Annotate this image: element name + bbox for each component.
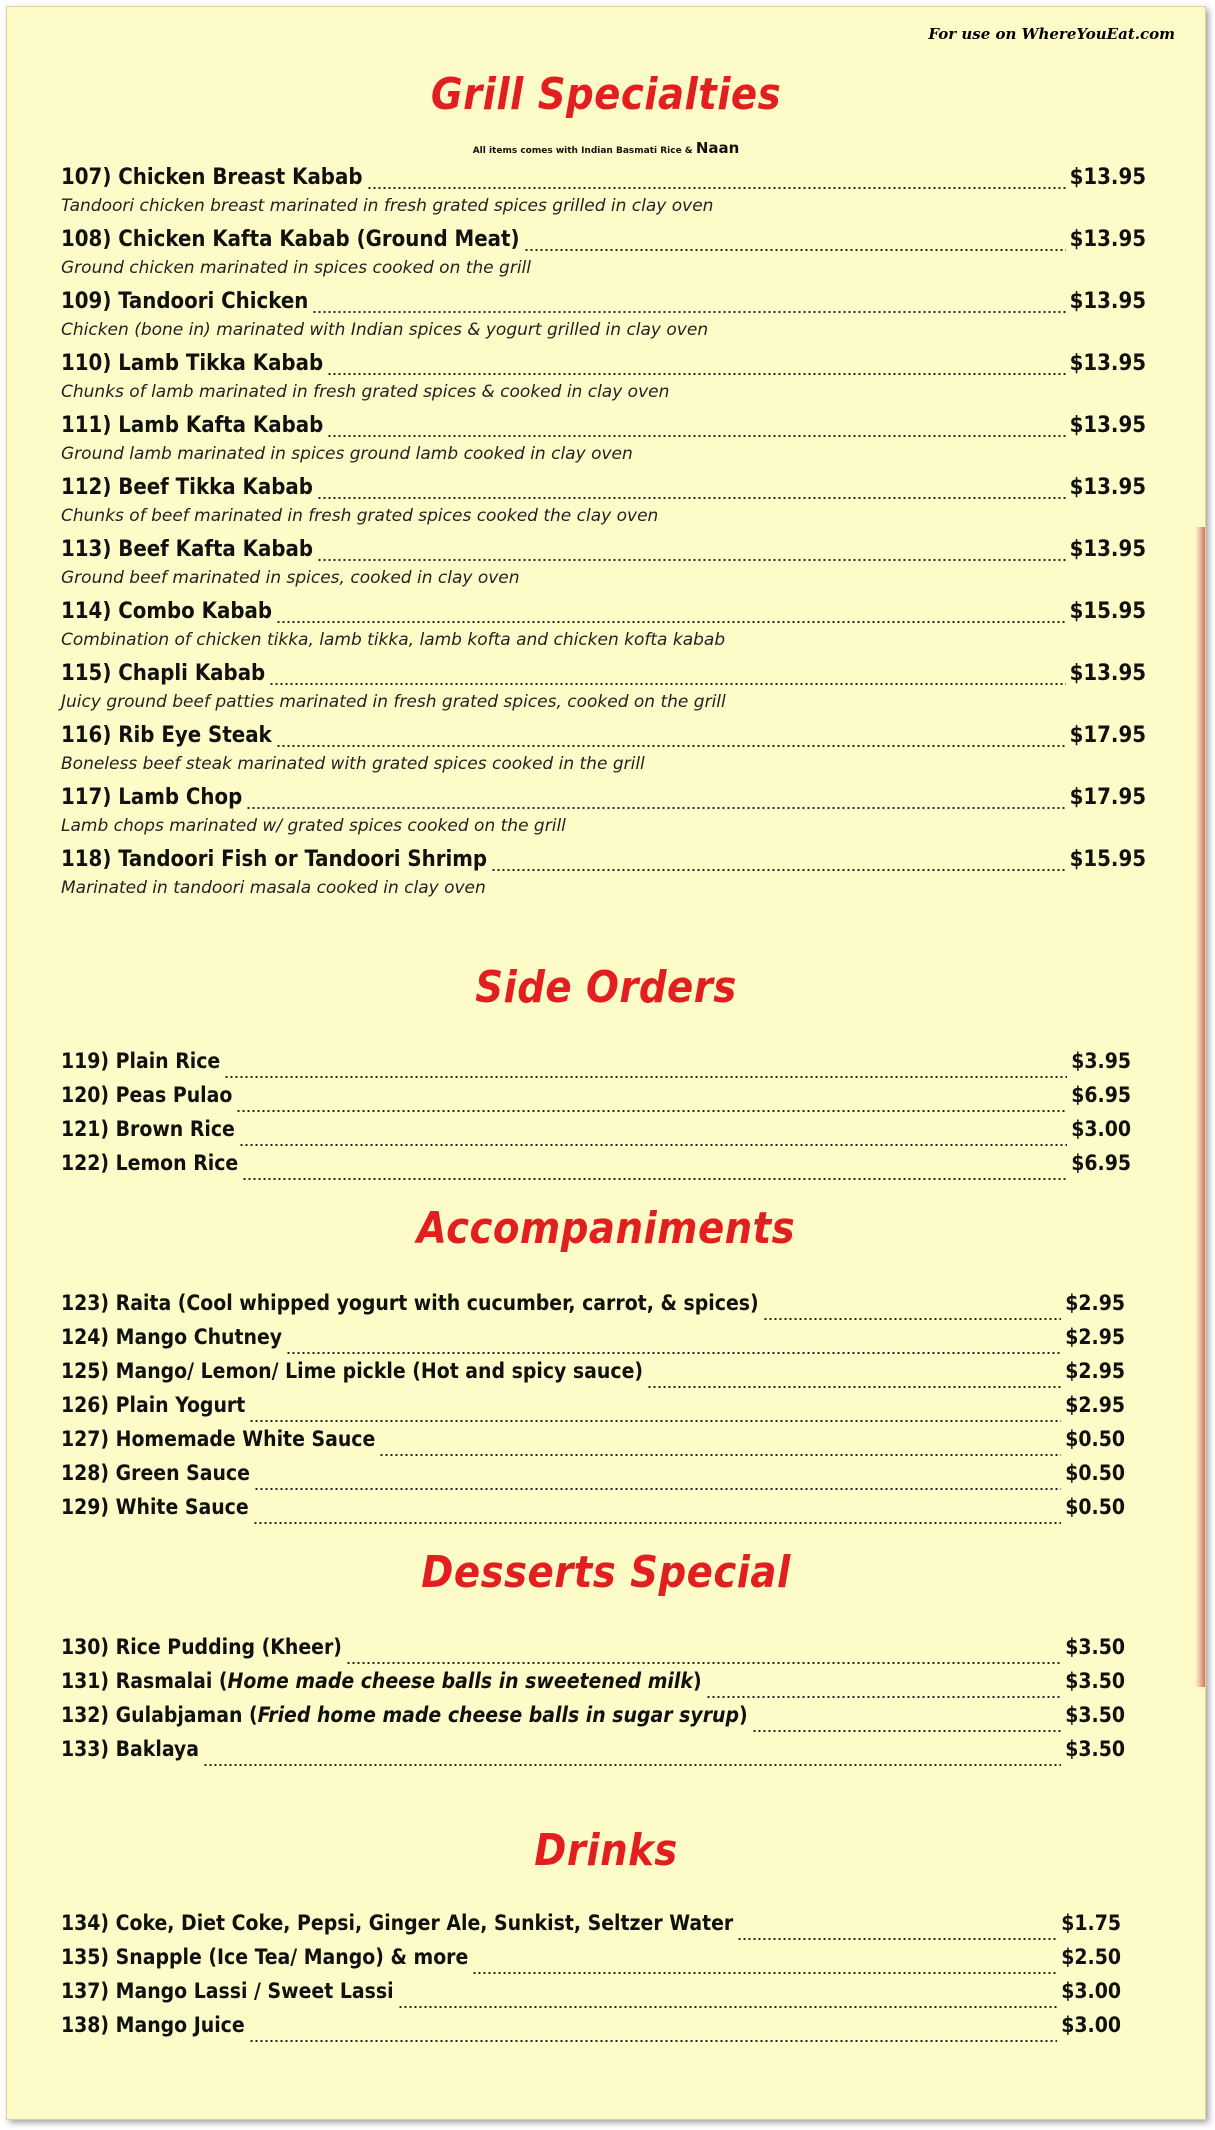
dot-leader [254, 1461, 1061, 1495]
grill-subtitle [7, 139, 1205, 157]
menu-item-description: Tandoori chicken breast marinated in fresh grated spices grilled in clay oven [61, 196, 714, 216]
menu-item-price: $6.95 [1071, 1083, 1131, 1107]
menu-item-name-text: 130) Rice Pudding (Kheer) [61, 1635, 342, 1659]
dot-leader [346, 1635, 1061, 1669]
menu-item-row [61, 847, 1146, 876]
dot-leader [317, 537, 1066, 566]
menu-item-name-text: 107) Chicken Breast Kabab [61, 165, 363, 190]
menu-item-name-close: ) [739, 1703, 748, 1727]
menu-item-name [61, 1083, 232, 1107]
menu-item-price: $13.95 [1069, 289, 1146, 314]
menu-item-row [61, 1325, 1125, 1359]
menu-item-name-close: ) [692, 1669, 702, 1693]
dot-leader [269, 661, 1065, 690]
dot-leader [276, 599, 1066, 628]
menu-item-row [61, 1151, 1131, 1185]
dot-leader [242, 1151, 1067, 1185]
grill-subtitle-small: All items comes with Indian Basmati Rice & [472, 146, 693, 156]
menu-item-description: Chunks of beef marinated in fresh grated spices cooked the clay oven [61, 506, 659, 526]
menu-item-name-text: 138) Mango Juice [61, 2013, 245, 2037]
menu-item-price: $3.00 [1061, 1979, 1121, 2003]
menu-item-price: $2.95 [1065, 1359, 1125, 1383]
menu-item-name [61, 537, 313, 562]
menu-item-description: Ground beef marinated in spices, cooked in clay oven [61, 568, 520, 588]
menu-item-name [61, 1737, 199, 1761]
menu-item-name-text: 111) Lamb Kafta Kabab [61, 413, 324, 438]
menu-item-row [61, 1083, 1131, 1117]
menu-item-price: $13.95 [1069, 413, 1146, 438]
menu-item-name [61, 1495, 249, 1519]
menu-item-row [61, 1945, 1121, 1979]
menu-item-price: $13.95 [1069, 661, 1146, 686]
menu-item-name [61, 1291, 759, 1315]
menu-item-row [61, 1669, 1125, 1703]
dot-leader [524, 227, 1066, 256]
menu-item-name-text: 108) Chicken Kafta Kabab (Ground Meat) [61, 227, 520, 252]
menu-item-row [61, 1703, 1125, 1737]
menu-item-description: Ground chicken marinated in spices cooked on the grill [61, 258, 531, 278]
dot-leader [647, 1359, 1061, 1393]
menu-item-name-text: 112) Beef Tikka Kabab [61, 475, 313, 500]
menu-item-name [61, 413, 323, 438]
menu-item-name [61, 599, 272, 624]
desserts-section-title: Desserts Special [421, 1547, 791, 1598]
menu-item-name [61, 227, 520, 252]
dot-leader [239, 1117, 1067, 1151]
drinks-menu-list [61, 1911, 1121, 2047]
menu-item-price: $0.50 [1065, 1495, 1125, 1519]
dot-leader [752, 1703, 1062, 1737]
menu-item-name [61, 351, 323, 376]
menu-item-price: $3.00 [1071, 1117, 1131, 1141]
grill-subtitle-big: Naan [695, 139, 740, 157]
dot-leader [203, 1737, 1061, 1771]
menu-item-name-text: 119) Plain Rice [61, 1049, 221, 1073]
menu-item-price: $0.50 [1065, 1461, 1125, 1485]
menu-item-price: $2.95 [1065, 1291, 1125, 1315]
dot-leader [286, 1325, 1061, 1359]
menu-item-name [61, 661, 265, 686]
menu-item-name-text: 132) Gulabjaman ( [61, 1703, 258, 1727]
menu-item-row [61, 1911, 1121, 1945]
watermark-text: For use on WhereYouEat.com [928, 25, 1175, 43]
menu-item-price: $1.75 [1061, 1911, 1121, 1935]
menu-item-row [61, 165, 1146, 194]
menu-item-name [61, 1461, 250, 1485]
menu-item-name-text: 135) Snapple (Ice Tea/ Mango) & more [61, 1945, 469, 1969]
accompaniments-section-title: Accompaniments [416, 1203, 796, 1254]
menu-item-name [61, 1359, 643, 1383]
page-edge-decoration [1195, 527, 1205, 1687]
dot-leader [276, 723, 1066, 752]
dot-leader [763, 1291, 1062, 1325]
dot-leader [327, 351, 1066, 380]
menu-item-price: $2.50 [1061, 1945, 1121, 1969]
menu-item-price: $2.95 [1065, 1393, 1125, 1417]
menu-item-name-text: 109) Tandoori Chicken [61, 289, 309, 314]
menu-item-price: $13.95 [1069, 537, 1146, 562]
menu-item-name [61, 1325, 282, 1349]
menu-item-row [61, 1635, 1125, 1669]
menu-item-description: Lamb chops marinated w/ grated spices cooked on the grill [61, 816, 566, 836]
menu-item-name [61, 785, 242, 810]
menu-item-description: Juicy ground beef patties marinated in fresh grated spices, cooked on the grill [61, 692, 726, 712]
menu-item-row [61, 289, 1146, 318]
dot-leader [236, 1083, 1067, 1117]
menu-item-row [61, 1393, 1125, 1427]
menu-item-name-italic: Fried home made cheese balls in sugar syrup [257, 1703, 740, 1727]
menu-item-name [61, 723, 272, 748]
menu-item-row [61, 2013, 1121, 2047]
menu-item-name-text: 120) Peas Pulao [61, 1083, 233, 1107]
menu-item-row [61, 1117, 1131, 1151]
menu-item-name-text: 128) Green Sauce [61, 1461, 250, 1485]
menu-item-name-text: 126) Plain Yogurt [61, 1393, 246, 1417]
menu-item-description: Chicken (bone in) marinated with Indian spices & yogurt grilled in clay oven [61, 320, 709, 340]
menu-item-row [61, 785, 1146, 814]
dot-leader [317, 475, 1066, 504]
dot-leader [706, 1669, 1062, 1703]
dot-leader [472, 1945, 1057, 1979]
accompaniments-menu-list [61, 1291, 1125, 1529]
menu-item-row [61, 227, 1146, 256]
dot-leader [367, 165, 1066, 194]
menu-item-name [61, 1979, 394, 2003]
menu-item-row [61, 1359, 1125, 1393]
grill-section-title: Grill Specialties [430, 69, 782, 120]
menu-item-row [61, 1427, 1125, 1461]
dot-leader [379, 1427, 1061, 1461]
drinks-section-title: Drinks [534, 1825, 678, 1876]
menu-item-row [61, 1737, 1125, 1771]
menu-item-row [61, 661, 1146, 690]
menu-item-price: $15.95 [1069, 599, 1146, 624]
menu-item-name [61, 1669, 702, 1693]
menu-item-name-text: 125) Mango/ Lemon/ Lime pickle (Hot and spicy sauce) [61, 1359, 644, 1383]
menu-item-name [61, 1049, 220, 1073]
menu-item-row [61, 537, 1146, 566]
desserts-menu-list [61, 1635, 1125, 1771]
menu-item-name [61, 2013, 245, 2037]
menu-item-row [61, 475, 1146, 504]
menu-item-name-text: 123) Raita (Cool whipped yogurt with cucumber, carrot, & spices) [61, 1291, 759, 1315]
menu-item-price: $13.95 [1069, 227, 1146, 252]
menu-item-row [61, 723, 1146, 752]
menu-item-name [61, 847, 487, 872]
menu-item-name-text: 131) Rasmalai ( [61, 1669, 228, 1693]
menu-item-price: $3.50 [1065, 1669, 1125, 1693]
menu-item-name [61, 1117, 235, 1141]
menu-item-price: $3.50 [1065, 1703, 1125, 1727]
menu-item-price: $13.95 [1069, 351, 1146, 376]
menu-item-name [61, 1703, 748, 1727]
menu-item-name [61, 165, 363, 190]
menu-item-row [61, 1979, 1121, 2013]
menu-item-name [61, 1151, 238, 1175]
menu-item-price: $17.95 [1069, 785, 1146, 810]
menu-item-price: $3.00 [1061, 2013, 1121, 2037]
dot-leader [253, 1495, 1062, 1529]
menu-item-description: Marinated in tandoori masala cooked in clay oven [61, 878, 486, 898]
menu-item-row [61, 413, 1146, 442]
menu-item-name-text: 114) Combo Kabab [61, 599, 273, 624]
dot-leader [312, 289, 1065, 318]
menu-item-price: $3.50 [1065, 1635, 1125, 1659]
dot-leader [737, 1911, 1057, 1945]
dot-leader [327, 413, 1065, 442]
menu-item-row [61, 1461, 1125, 1495]
menu-item-name-text: 117) Lamb Chop [61, 785, 243, 810]
menu-item-name-text: 113) Beef Kafta Kabab [61, 537, 314, 562]
menu-item-row [61, 1495, 1125, 1529]
menu-item-name [61, 289, 308, 314]
menu-item-name-italic: Home made cheese balls in sweetened milk [227, 1669, 693, 1693]
menu-item-description: Ground lamb marinated in spices ground lamb cooked in clay oven [61, 444, 633, 464]
menu-item-name-text: 121) Brown Rice [61, 1117, 235, 1141]
menu-item-price: $6.95 [1071, 1151, 1131, 1175]
menu-item-price: $15.95 [1069, 847, 1146, 872]
menu-item-name-text: 127) Homemade White Sauce [61, 1427, 376, 1451]
menu-page [6, 6, 1206, 2120]
menu-item-name [61, 1945, 468, 1969]
menu-item-price: $17.95 [1069, 723, 1146, 748]
menu-item-price: $0.50 [1065, 1427, 1125, 1451]
menu-item-name-text: 134) Coke, Diet Coke, Pepsi, Ginger Ale, Sunkist, Seltzer Water [61, 1911, 734, 1935]
menu-item-name-text: 116) Rib Eye Steak [61, 723, 272, 748]
menu-item-description: Chunks of lamb marinated in fresh grated spices & cooked in clay oven [61, 382, 670, 402]
menu-item-price: $3.50 [1065, 1737, 1125, 1761]
menu-item-price: $3.95 [1071, 1049, 1131, 1073]
menu-item-description: Boneless beef steak marinated with grated spices cooked in the grill [61, 754, 645, 774]
sides-menu-list [61, 1049, 1131, 1185]
menu-item-price: $13.95 [1069, 475, 1146, 500]
menu-item-row [61, 599, 1146, 628]
dot-leader [249, 1393, 1061, 1427]
menu-item-row [61, 1291, 1125, 1325]
menu-item-name-text: 118) Tandoori Fish or Tandoori Shrimp [61, 847, 488, 872]
menu-item-price: $13.95 [1069, 165, 1146, 190]
menu-item-name [61, 1635, 342, 1659]
dot-leader [398, 1979, 1058, 2013]
menu-item-row [61, 1049, 1131, 1083]
menu-item-name-text: 115) Chapli Kabab [61, 661, 266, 686]
dot-leader [224, 1049, 1067, 1083]
menu-item-name-text: 122) Lemon Rice [61, 1151, 239, 1175]
menu-item-name-text: 110) Lamb Tikka Kabab [61, 351, 324, 376]
menu-item-name [61, 1427, 375, 1451]
menu-item-name-text: 137) Mango Lassi / Sweet Lassi [61, 1979, 394, 2003]
dot-leader [246, 785, 1065, 814]
menu-item-name-text: 124) Mango Chutney [61, 1325, 283, 1349]
menu-item-name [61, 1911, 733, 1935]
dot-leader [249, 2013, 1058, 2047]
menu-item-name [61, 1393, 245, 1417]
menu-item-name-text: 133) Baklaya [61, 1737, 199, 1761]
menu-item-name [61, 475, 313, 500]
menu-item-description: Combination of chicken tikka, lamb tikka, lamb kofta and chicken kofta kabab [61, 630, 726, 650]
menu-item-name-text: 129) White Sauce [61, 1495, 249, 1519]
dot-leader [491, 847, 1066, 876]
grill-menu-list [61, 165, 1146, 909]
menu-item-row [61, 351, 1146, 380]
sides-section-title: Side Orders [475, 962, 737, 1013]
menu-item-price: $2.95 [1065, 1325, 1125, 1349]
